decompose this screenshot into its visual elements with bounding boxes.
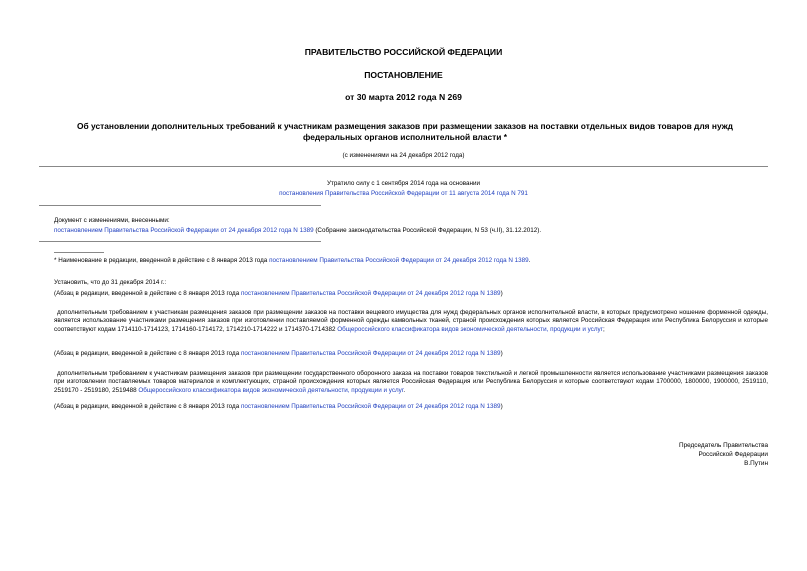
footnote-text: * Наименование в редакции, введенной в действие с 8 января 2013 года (54, 257, 270, 264)
signature-block (568, 441, 768, 468)
divider (39, 205, 321, 206)
amendment-note: (с изменениями на 24 декабря 2012 года) (342, 152, 465, 159)
government-heading: ПРАВИТЕЛЬСТВО РОССИЙСКОЙ ФЕДЕРАЦИИ (304, 47, 503, 57)
divider (39, 166, 768, 167)
changes-link[interactable]: постановлением Правительства Российской Федерации от 24 декабря 2012 года N 1389 (54, 227, 314, 234)
document-type: ПОСТАНОВЛЕНИЕ (364, 70, 443, 80)
document-title: Об установлении дополнительных требований к участникам размещения заказов при размещении заказов на поставки отдельных видов товаров для нужд федеральных органов исполнительной власти * (77, 121, 733, 142)
edition-note (54, 290, 768, 298)
establish-text: Установить, что до 31 декабря 2014 г.: (54, 279, 167, 286)
edition-note-prefix: (Абзац в редакции, введенной в действие с 8 января 2013 года (54, 350, 241, 357)
edition-note-suffix: ) (500, 403, 503, 410)
signature-country: Российской Федерации (698, 451, 768, 458)
paragraph-2-link[interactable]: Общероссийского классификатора видов экономической деятельности, продукции и услуг (138, 386, 404, 394)
paragraph-1-text: дополнительным требованием к участникам размещения заказов при размещении заказов на поставки вещевого имущества для нужд федеральных органов исполнительной власти, в которых предусмотрено ношение форменной одежды, является использование участниками размещения заказов при изготовлении поставляемой форменной одежды камвольных тканей, страной происхождения которых является Российская Федерация или Республика Белоруссия и которые соответствуют кодам 1714110-1714123, 1714160-1714172, 1714210-1714222 и 1714370-1714382 (54, 309, 768, 333)
changes-source: (Собрание законодательства Российской Федерации, N 53 (ч.II), 31.12.2012). (313, 227, 542, 234)
changes-line (54, 227, 768, 235)
expired-link[interactable]: постановления Правительства Российской Федерации от 11 августа 2014 года N 791 (279, 190, 528, 197)
paragraph-1 (54, 309, 768, 334)
edition-note-link[interactable]: постановлением Правительства Российской Федерации от 24 декабря 2012 года N 1389 (240, 290, 501, 297)
edition-note-suffix: ) (500, 290, 503, 297)
expired-text: Утратило силу с 1 сентября 2014 года на основании (326, 180, 480, 187)
divider (39, 241, 321, 242)
edition-note-suffix: ) (500, 350, 503, 357)
footnote-divider (54, 252, 104, 253)
document-date: от 30 марта 2012 года N 269 (345, 92, 462, 102)
footnote (54, 257, 768, 265)
signature-name: В.Путин (744, 460, 768, 467)
paragraph-2 (54, 370, 768, 395)
footnote-link[interactable]: постановлением Правительства Российской Федерации от 24 декабря 2012 года N 1389 (269, 257, 529, 264)
edition-note-prefix: (Абзац в редакции, введенной в действие с 8 января 2013 года (54, 403, 241, 410)
changes-label: Документ с изменениями, внесенными: (54, 217, 170, 224)
footnote-end: . (528, 257, 531, 264)
edition-note (54, 403, 768, 411)
edition-note (54, 350, 768, 358)
paragraph-2-text: дополнительным требованием к участникам размещения заказов при размещении государственного оборонного заказа на поставки товаров текстильной и легкой промышленности является использование участниками размещения заказов при изготовлении поставляемых товаров материалов и комплектующих, страной происхождения которых является Российская Федерация или Республика Белоруссия и которые соответствуют кодам 1700000, 1800000, 1900000, 2519110, 2519170 - 2519180, 2519488 (54, 370, 768, 394)
paragraph-1-link[interactable]: Общероссийского классификатора видов экономической деятельности, продукции и услуг (337, 325, 603, 333)
edition-note-link[interactable]: постановлением Правительства Российской Федерации от 24 декабря 2012 года N 1389 (240, 350, 501, 357)
edition-note-prefix: (Абзац в редакции, введенной в действие с 8 января 2013 года (54, 290, 241, 297)
edition-note-link[interactable]: постановлением Правительства Российской Федерации от 24 декабря 2012 года N 1389 (240, 403, 501, 410)
paragraph-2-end: . (403, 386, 406, 394)
paragraph-1-end: ; (602, 325, 605, 333)
signature-title: Председатель Правительства (679, 442, 768, 449)
